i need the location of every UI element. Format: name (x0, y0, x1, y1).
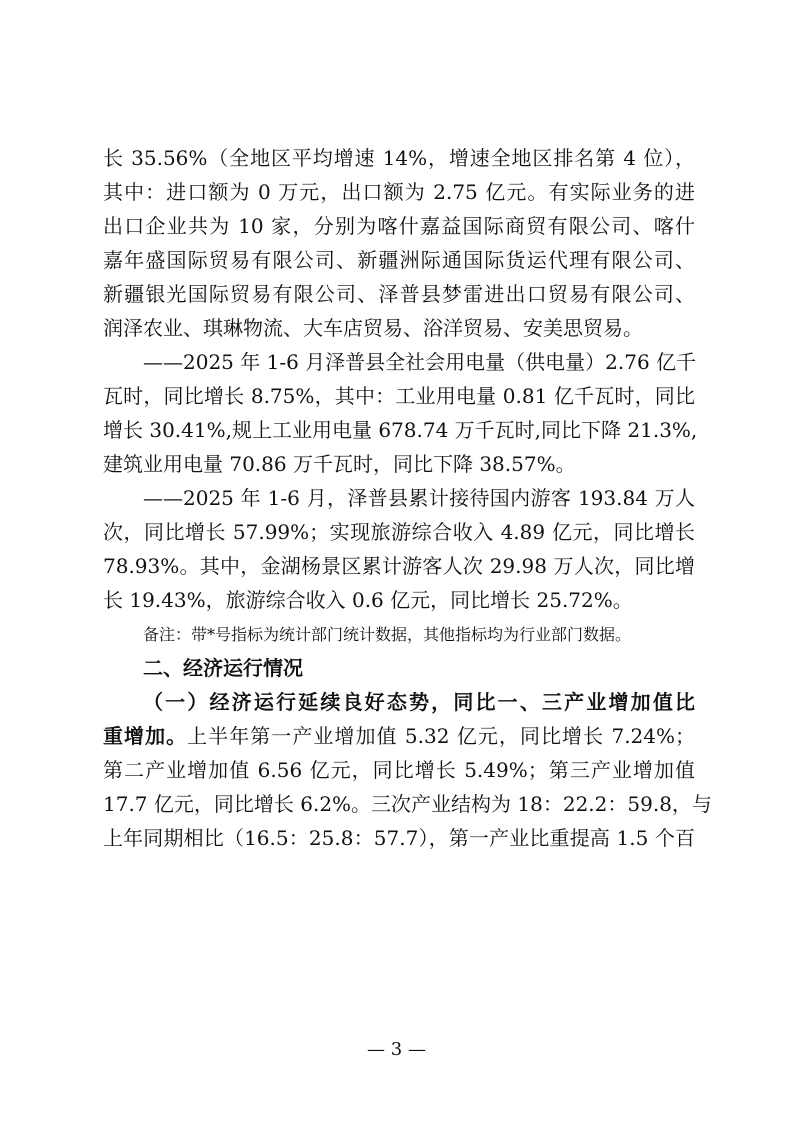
text-line: 17.7 亿元，同比增长 6.2%。三次产业结构为 18：22.2：59.8，与 (103, 792, 712, 816)
text-line (103, 719, 695, 753)
text-line: 上年同期相比（16.5：25.8：57.7），第一产业比重提高 1.5 个百 (103, 826, 695, 850)
text-line: ——2025 年 1-6 月，泽普县累计接待国内游客 193.84 万人 (143, 486, 695, 510)
text-line: 长 35.56%（全地区平均增速 14%，增速全地区排名第 4 位）， (103, 146, 695, 170)
text-span: 上半年第一产业增加值 5.32 亿元，同比增长 7.24%； (187, 724, 696, 748)
text-line: 次，同比增长 57.99%；实现旅游综合收入 4.89 亿元，同比增长 (103, 520, 695, 544)
text-line: 出口企业共为 10 家，分别为喀什嘉益国际商贸有限公司、喀什 (103, 214, 695, 238)
text-line: 新疆银光国际贸易有限公司、泽普县梦雷进出口贸易有限公司、 (103, 282, 695, 306)
text-line: 第二产业增加值 6.56 亿元，同比增长 5.49%；第三产业增加值 (103, 758, 695, 782)
bold-lead-line: （一）经济运行延续良好态势，同比一、三产业增加值比 (143, 690, 695, 714)
text-line: 78.93%。其中，金湖杨景区累计游客人次 29.98 万人次，同比增 (103, 554, 695, 578)
text-line: 增长 30.41%,规上工业用电量 678.74 万千瓦时,同比下降 21.3%, (103, 418, 698, 442)
paragraph-tourism (103, 481, 695, 617)
body-text (103, 141, 712, 855)
text-line: 瓦时，同比增长 8.75%，其中：工业用电量 0.81 亿千瓦时，同比 (103, 384, 695, 408)
section-heading: 二、经济运行情况 (143, 656, 303, 680)
paragraph-economy (103, 685, 712, 855)
text-line: ——2025 年 1-6 月泽普县全社会用电量（供电量）2.76 亿千 (143, 350, 697, 374)
paragraph-foreign-trade (103, 141, 695, 345)
text-line: 长 19.43%，旅游综合收入 0.6 亿元，同比增长 25.72%。 (103, 588, 633, 612)
text-line: 嘉年盛国际贸易有限公司、新疆洲际通国际货运代理有限公司、 (103, 248, 695, 272)
text-line: 建筑业用电量 70.86 万千瓦时，同比下降 38.57%。 (103, 452, 576, 476)
text-line: 润泽农业、琪琳物流、大车店贸易、浴洋贸易、安美思贸易。 (103, 316, 643, 340)
text-line: 其中：进口额为 0 万元，出口额为 2.75 亿元。有实际业务的进 (103, 180, 695, 204)
footnote-remark: 备注：带*号指标为统计部门统计数据，其他指标均为行业部门数据。 (143, 625, 632, 644)
bold-lead-end: 重增加。 (103, 724, 188, 748)
paragraph-electricity (103, 345, 698, 481)
page-number: — 3 — (367, 1039, 426, 1060)
